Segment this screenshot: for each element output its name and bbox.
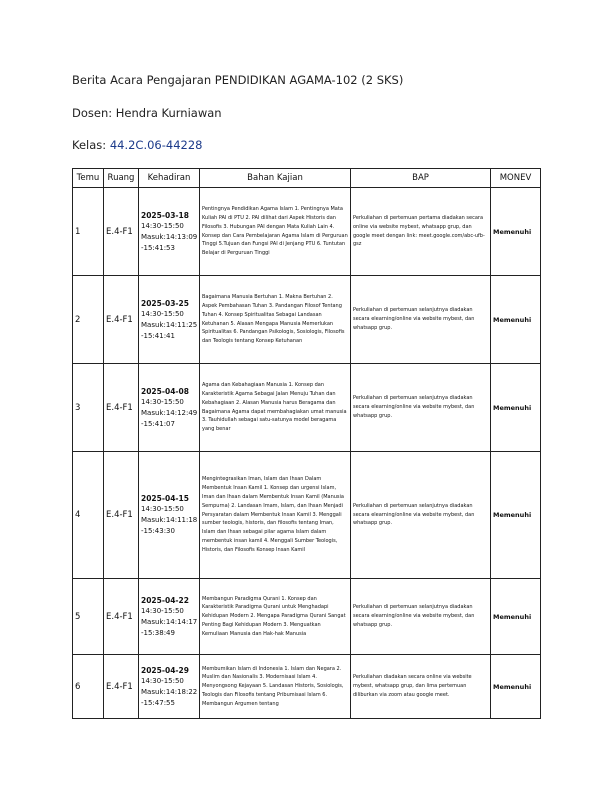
meeting-number: 6 [73, 655, 104, 719]
teaching-record-table [72, 168, 541, 719]
attendance-cell [139, 655, 200, 719]
room-code: E.4-F1 [104, 276, 139, 364]
attendance-exit: -15:47:55 [141, 698, 175, 707]
table-row [73, 364, 541, 452]
column-header-meeting: Temu [73, 169, 104, 188]
bap-text: Perkuliahan di pertemuan selanjutnya diadakan secara elearning/online via website mybest, dan whatsapp grup. [351, 579, 491, 655]
attendance-time: 14:30-15:50 [141, 505, 184, 513]
room-code: E.4-F1 [104, 579, 139, 655]
monev-status: Memenuhi [491, 364, 541, 452]
class-link[interactable]: 44.2C.06-44228 [109, 138, 203, 152]
attendance-exit: -15:41:41 [141, 331, 175, 340]
table-row [73, 188, 541, 276]
attendance-time: 14:30-15:50 [141, 397, 184, 406]
meeting-number: 2 [73, 276, 104, 364]
meeting-number: 3 [73, 364, 104, 452]
meeting-number: 1 [73, 188, 104, 276]
table-row [73, 452, 541, 579]
table-row [73, 579, 541, 655]
room-code: E.4-F1 [104, 655, 139, 719]
column-header-room: Ruang [104, 169, 139, 188]
attendance-entry: Masuk:14:12:49 [141, 408, 198, 417]
attendance-entry: Masuk:14:13:09 [141, 232, 198, 241]
lecturer-label: Dosen: [72, 106, 116, 120]
topic-text: Mengintegrasikan Iman, Islam dan Ihsan Dalam Membentuk Insan Kamil 1. Konsep dan urgensi Islam, Iman dan Ihsan dalam Membentuk Insan Kamil (Manusia Sempurna) 2. Landasan Imam, Islam, dan Ihsan Menjadi Persyaratan dalam Membentuk Insan Kamil 3. Menggali sumber teologis, historis, dan filosofis tentang Iman, Islam dan Ihsan sebagai pilar agama Islam dalam membentuk insan kamil 4. Menggali Sumber Teologis, Historis, dan Filosofis Konsep Insan Kamil [202, 476, 344, 553]
topic-cell [200, 276, 351, 364]
attendance-cell [139, 452, 200, 579]
attendance-entry: Masuk:14:11:25 [141, 320, 198, 329]
column-header-monev: MONEV [491, 169, 541, 188]
topic-text: Membangun Paradigma Qurani 1. Konsep dan Karakteristik Paradigma Qurani untuk Menghadapi Kehidupan Modern 2. Mengapa Paradigma Qurani Sangat Penting Bagi Kehidupan Modern 3. Menguatkan Kemuliaan Manusia dan Hak-hak Manusia [202, 595, 346, 637]
monev-status: Memenuhi [491, 579, 541, 655]
attendance-date: 2025-03-25 [141, 298, 189, 308]
meeting-number: 5 [73, 579, 104, 655]
table-row [73, 276, 541, 364]
attendance-date: 2025-04-15 [141, 494, 189, 503]
bap-text: Perkuliahan di pertemuan pertama diadakan secara online via website mybest, whatsapp grup, dan google meet dengan link: meet.google.com/abc-ufb-gsz [351, 188, 491, 276]
attendance-entry: Masuk:14:18:22 [141, 687, 198, 696]
bap-text: Perkuliahan di pertemuan selanjutnya diadakan secara elearning/online via website mybest, dan whatsapp grup. [351, 452, 491, 579]
attendance-date: 2025-04-22 [141, 595, 189, 605]
attendance-cell [139, 364, 200, 452]
topic-text: Bagaimana Manusia Bertuhan 1. Makna Bertuhan 2. Aspek Pembahasan Tuhan 3. Pandangan Filosof Tentang Tuhan 4. Konsep Spiritualitas Sebagai Landasan Ketuhanan 5. Alasan Mengapa Manusia Memerlukan Spiritualitas 6. Pandangan Psikologis, Sosiologis, Filosofis dan Teologis tentang Konsep Ketuhanan [202, 294, 345, 345]
lecturer-line [72, 106, 222, 120]
attendance-date: 2025-04-29 [141, 665, 189, 675]
attendance-time: 14:30-15:50 [141, 221, 184, 230]
attendance-time: 14:30-15:50 [141, 606, 184, 615]
topic-cell [200, 364, 351, 452]
lecturer-name: Hendra Kurniawan [115, 106, 222, 120]
attendance-cell [139, 579, 200, 655]
topic-cell [200, 452, 351, 579]
attendance-exit: -15:43:30 [141, 527, 175, 535]
column-header-attendance: Kehadiran [139, 169, 200, 188]
monev-status: Memenuhi [491, 276, 541, 364]
bap-text: Perkuliahan di pertemuan selanjutnya diadakan secara elearning/online via website mybest, dan whatsapp grup. [351, 364, 491, 452]
bap-text: Perkuliahan diadakan secara online via website mybest, whatsapp grup, dan lima pertemuan diliburkan via zoom atau google meet. [351, 655, 491, 719]
topic-text: Agama dan Kebahagiaan Manusia 1. Konsep dan Karakteristik Agama Sebagai Jalan Menuju Tuhan dan Kebahagiaan 2. Alasan Manusia harus Beragama dan Bagaimana Agama dapat membahagiakan umat manusia 3. Tauhidullah sebagai satu-satunya model beragama yang benar [202, 382, 347, 433]
table-row [73, 655, 541, 719]
class-line [72, 138, 202, 152]
attendance-cell [139, 276, 200, 364]
monev-status: Memenuhi [491, 452, 541, 579]
meeting-number: 4 [73, 452, 104, 579]
page-title: Berita Acara Pengajaran PENDIDIKAN AGAMA-102 (2 SKS) [72, 73, 404, 87]
table-header-row [73, 169, 541, 188]
topic-text: Membumikan Islam di Indonesia 1. Islam dan Negara 2. Muslim dan Nasionalis 3. Modernisasi Islam 4. Menyongsong Kejayaan 5. Landasan Historis, Sosiologis, Teologis dan Filosofis tentang Pribumisasi Islam 6. Membangun Argumen tentang [202, 665, 344, 707]
bap-text: Perkuliahan di pertemuan selanjutnya diadakan secara elearning/online via website mybest, dan whatsapp grup. [351, 276, 491, 364]
attendance-date: 2025-03-18 [141, 210, 189, 220]
monev-status: Memenuhi [491, 655, 541, 719]
room-code: E.4-F1 [104, 188, 139, 276]
topic-cell [200, 655, 351, 719]
class-label: Kelas: [72, 138, 110, 152]
column-header-bap: BAP [351, 169, 491, 188]
attendance-exit: -15:41:53 [141, 243, 175, 252]
attendance-date: 2025-04-08 [141, 386, 189, 396]
monev-status: Memenuhi [491, 188, 541, 276]
attendance-entry: Masuk:14:14:17 [141, 617, 198, 626]
attendance-time: 14:30-15:50 [141, 676, 184, 685]
column-header-topic: Bahan Kajian [200, 169, 351, 188]
attendance-entry: Masuk:14:11:18 [141, 516, 198, 524]
topic-cell [200, 188, 351, 276]
attendance-exit: -15:38:49 [141, 628, 175, 637]
topic-cell [200, 579, 351, 655]
attendance-time: 14:30-15:50 [141, 309, 184, 318]
topic-text: Pentingnya Pendidikan Agama Islam 1. Pentingnya Mata Kuliah PAI di PTU 2. PAI dilihat dari Aspek Historis dan Filosofis 3. Hubungan PAI dengan Mata Kuliah Lain 4. Konsep dan Cara Pembelajaran Agama Islam di Perguruan Tinggi 5.Tujuan dan Fungsi PAI di Jenjang PTU 6. Tuntutan Belajar di Perguruan Tinggi [202, 206, 348, 257]
room-code: E.4-F1 [104, 364, 139, 452]
attendance-cell [139, 188, 200, 276]
room-code: E.4-F1 [104, 452, 139, 579]
attendance-exit: -15:41:07 [141, 419, 175, 428]
